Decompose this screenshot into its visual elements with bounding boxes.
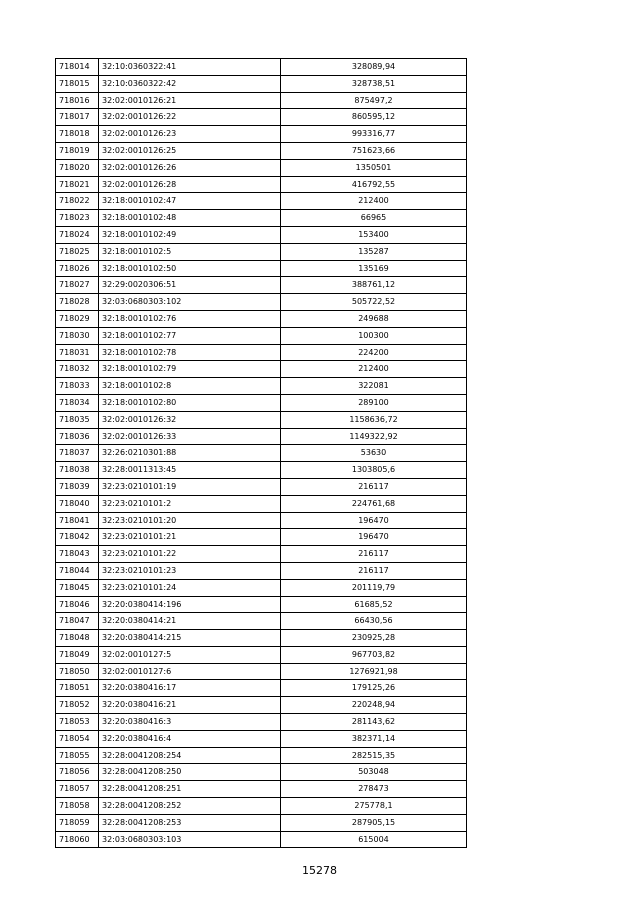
cadastral-number-cell: 32:18:0010102:48 <box>99 210 281 227</box>
table-row <box>56 210 467 227</box>
table-row <box>56 798 467 815</box>
cadastral-value-table <box>55 58 467 848</box>
table-row <box>56 344 467 361</box>
cadastral-value-cell: 328738,51 <box>281 75 467 92</box>
cadastral-number-cell: 32:18:0010102:76 <box>99 310 281 327</box>
table-row <box>56 294 467 311</box>
cadastral-number-cell: 32:02:0010127:6 <box>99 663 281 680</box>
cadastral-value-cell: 224200 <box>281 344 467 361</box>
cadastral-number-cell: 32:02:0010126:26 <box>99 159 281 176</box>
row-id-cell: 718042 <box>56 529 99 546</box>
table-row <box>56 680 467 697</box>
table-row <box>56 75 467 92</box>
cadastral-value-cell: 1276921,98 <box>281 663 467 680</box>
cadastral-value-cell: 967703,82 <box>281 646 467 663</box>
cadastral-number-cell: 32:23:0210101:24 <box>99 579 281 596</box>
table-row <box>56 579 467 596</box>
cadastral-number-cell: 32:02:0010126:21 <box>99 92 281 109</box>
cadastral-number-cell: 32:23:0210101:19 <box>99 478 281 495</box>
table-row <box>56 428 467 445</box>
row-id-cell: 718044 <box>56 562 99 579</box>
cadastral-value-cell: 201119,79 <box>281 579 467 596</box>
table-row <box>56 260 467 277</box>
table-row <box>56 646 467 663</box>
table-row <box>56 126 467 143</box>
cadastral-number-cell: 32:02:0010126:25 <box>99 142 281 159</box>
cadastral-number-cell: 32:20:0380416:17 <box>99 680 281 697</box>
cadastral-value-cell: 216117 <box>281 546 467 563</box>
row-id-cell: 718024 <box>56 226 99 243</box>
cadastral-number-cell: 32:18:0010102:77 <box>99 327 281 344</box>
table-row <box>56 411 467 428</box>
cadastral-value-cell: 282515,35 <box>281 747 467 764</box>
cadastral-value-cell: 505722,52 <box>281 294 467 311</box>
cadastral-number-cell: 32:18:0010102:5 <box>99 243 281 260</box>
row-id-cell: 718032 <box>56 361 99 378</box>
row-id-cell: 718059 <box>56 814 99 831</box>
cadastral-value-cell: 278473 <box>281 781 467 798</box>
cadastral-value-cell: 249688 <box>281 310 467 327</box>
cadastral-value-cell: 196470 <box>281 529 467 546</box>
row-id-cell: 718054 <box>56 730 99 747</box>
cadastral-number-cell: 32:18:0010102:47 <box>99 193 281 210</box>
cadastral-value-cell: 212400 <box>281 361 467 378</box>
cadastral-number-cell: 32:28:0011313:45 <box>99 462 281 479</box>
cadastral-number-cell: 32:18:0010102:80 <box>99 394 281 411</box>
table-row <box>56 478 467 495</box>
table-row <box>56 109 467 126</box>
cadastral-number-cell: 32:20:0380414:21 <box>99 613 281 630</box>
row-id-cell: 718028 <box>56 294 99 311</box>
table-row <box>56 59 467 76</box>
row-id-cell: 718015 <box>56 75 99 92</box>
cadastral-number-cell: 32:02:0010126:33 <box>99 428 281 445</box>
row-id-cell: 718051 <box>56 680 99 697</box>
table-row <box>56 730 467 747</box>
table-row <box>56 327 467 344</box>
page-number: 15278 <box>302 864 337 877</box>
row-id-cell: 718058 <box>56 798 99 815</box>
cadastral-number-cell: 32:02:0010127:5 <box>99 646 281 663</box>
table-row <box>56 193 467 210</box>
cadastral-number-cell: 32:23:0210101:21 <box>99 529 281 546</box>
cadastral-value-cell: 287905,15 <box>281 814 467 831</box>
row-id-cell: 718038 <box>56 462 99 479</box>
cadastral-number-cell: 32:02:0010126:32 <box>99 411 281 428</box>
row-id-cell: 718033 <box>56 378 99 395</box>
cadastral-value-cell: 135169 <box>281 260 467 277</box>
cadastral-value-cell: 212400 <box>281 193 467 210</box>
table-row <box>56 310 467 327</box>
table-row <box>56 226 467 243</box>
cadastral-value-cell: 66430,56 <box>281 613 467 630</box>
row-id-cell: 718036 <box>56 428 99 445</box>
cadastral-number-cell: 32:18:0010102:78 <box>99 344 281 361</box>
table-row <box>56 764 467 781</box>
cadastral-value-cell: 66965 <box>281 210 467 227</box>
row-id-cell: 718050 <box>56 663 99 680</box>
row-id-cell: 718037 <box>56 445 99 462</box>
cadastral-number-cell: 32:20:0380416:21 <box>99 697 281 714</box>
table-row <box>56 277 467 294</box>
row-id-cell: 718034 <box>56 394 99 411</box>
cadastral-number-cell: 32:18:0010102:49 <box>99 226 281 243</box>
row-id-cell: 718029 <box>56 310 99 327</box>
table-row <box>56 613 467 630</box>
table-row <box>56 814 467 831</box>
cadastral-number-cell: 32:20:0380416:4 <box>99 730 281 747</box>
row-id-cell: 718046 <box>56 596 99 613</box>
row-id-cell: 718030 <box>56 327 99 344</box>
table-row <box>56 714 467 731</box>
cadastral-value-cell: 1350501 <box>281 159 467 176</box>
cadastral-value-cell: 220248,94 <box>281 697 467 714</box>
cadastral-value-cell: 196470 <box>281 512 467 529</box>
cadastral-value-cell: 281143,62 <box>281 714 467 731</box>
row-id-cell: 718022 <box>56 193 99 210</box>
cadastral-number-cell: 32:28:0041208:253 <box>99 814 281 831</box>
table-row <box>56 142 467 159</box>
cadastral-value-cell: 388761,12 <box>281 277 467 294</box>
table-row <box>56 159 467 176</box>
row-id-cell: 718018 <box>56 126 99 143</box>
cadastral-number-cell: 32:10:0360322:41 <box>99 59 281 76</box>
row-id-cell: 718016 <box>56 92 99 109</box>
cadastral-value-cell: 216117 <box>281 562 467 579</box>
cadastral-number-cell: 32:23:0210101:22 <box>99 546 281 563</box>
cadastral-value-cell: 100300 <box>281 327 467 344</box>
cadastral-value-cell: 289100 <box>281 394 467 411</box>
table-body <box>56 59 467 848</box>
table-row <box>56 596 467 613</box>
table-row <box>56 378 467 395</box>
row-id-cell: 718048 <box>56 630 99 647</box>
table-row <box>56 394 467 411</box>
cadastral-number-cell: 32:23:0210101:20 <box>99 512 281 529</box>
table-row <box>56 663 467 680</box>
table-row <box>56 176 467 193</box>
row-id-cell: 718057 <box>56 781 99 798</box>
row-id-cell: 718045 <box>56 579 99 596</box>
cadastral-number-cell: 32:29:0020306:51 <box>99 277 281 294</box>
cadastral-value-cell: 61685,52 <box>281 596 467 613</box>
cadastral-number-cell: 32:18:0010102:79 <box>99 361 281 378</box>
cadastral-value-cell: 153400 <box>281 226 467 243</box>
cadastral-number-cell: 32:02:0010126:22 <box>99 109 281 126</box>
row-id-cell: 718020 <box>56 159 99 176</box>
cadastral-value-cell: 322081 <box>281 378 467 395</box>
row-id-cell: 718039 <box>56 478 99 495</box>
row-id-cell: 718056 <box>56 764 99 781</box>
row-id-cell: 718049 <box>56 646 99 663</box>
cadastral-value-cell: 860595,12 <box>281 109 467 126</box>
cadastral-value-cell: 751623,66 <box>281 142 467 159</box>
row-id-cell: 718014 <box>56 59 99 76</box>
row-id-cell: 718031 <box>56 344 99 361</box>
row-id-cell: 718023 <box>56 210 99 227</box>
row-id-cell: 718019 <box>56 142 99 159</box>
table-row <box>56 747 467 764</box>
table-row <box>56 831 467 848</box>
table-row <box>56 562 467 579</box>
row-id-cell: 718053 <box>56 714 99 731</box>
cadastral-value-cell: 382371,14 <box>281 730 467 747</box>
row-id-cell: 718052 <box>56 697 99 714</box>
cadastral-number-cell: 32:20:0380416:3 <box>99 714 281 731</box>
cadastral-value-cell: 179125,26 <box>281 680 467 697</box>
row-id-cell: 718035 <box>56 411 99 428</box>
cadastral-value-cell: 503048 <box>281 764 467 781</box>
cadastral-value-cell: 615004 <box>281 831 467 848</box>
cadastral-value-cell: 328089,94 <box>281 59 467 76</box>
cadastral-value-cell: 216117 <box>281 478 467 495</box>
table-row <box>56 781 467 798</box>
table-row <box>56 445 467 462</box>
table-row <box>56 529 467 546</box>
row-id-cell: 718043 <box>56 546 99 563</box>
cadastral-number-cell: 32:28:0041208:251 <box>99 781 281 798</box>
row-id-cell: 718060 <box>56 831 99 848</box>
table-row <box>56 697 467 714</box>
cadastral-value-cell: 230925,28 <box>281 630 467 647</box>
cadastral-value-cell: 875497,2 <box>281 92 467 109</box>
row-id-cell: 718047 <box>56 613 99 630</box>
cadastral-number-cell: 32:23:0210101:23 <box>99 562 281 579</box>
cadastral-number-cell: 32:02:0010126:23 <box>99 126 281 143</box>
table-row <box>56 361 467 378</box>
row-id-cell: 718017 <box>56 109 99 126</box>
cadastral-number-cell: 32:20:0380414:196 <box>99 596 281 613</box>
cadastral-number-cell: 32:10:0360322:42 <box>99 75 281 92</box>
cadastral-number-cell: 32:28:0041208:250 <box>99 764 281 781</box>
cadastral-number-cell: 32:28:0041208:254 <box>99 747 281 764</box>
row-id-cell: 718021 <box>56 176 99 193</box>
cadastral-number-cell: 32:03:0680303:102 <box>99 294 281 311</box>
cadastral-number-cell: 32:20:0380414:215 <box>99 630 281 647</box>
cadastral-value-cell: 53630 <box>281 445 467 462</box>
table-row <box>56 546 467 563</box>
cadastral-value-cell: 275778,1 <box>281 798 467 815</box>
cadastral-number-cell: 32:18:0010102:50 <box>99 260 281 277</box>
cadastral-value-cell: 993316,77 <box>281 126 467 143</box>
cadastral-value-cell: 1303805,6 <box>281 462 467 479</box>
cadastral-number-cell: 32:02:0010126:28 <box>99 176 281 193</box>
table-row <box>56 512 467 529</box>
row-id-cell: 718055 <box>56 747 99 764</box>
table-row <box>56 92 467 109</box>
row-id-cell: 718025 <box>56 243 99 260</box>
table-row <box>56 630 467 647</box>
table-row <box>56 462 467 479</box>
table-row <box>56 495 467 512</box>
cadastral-number-cell: 32:28:0041208:252 <box>99 798 281 815</box>
row-id-cell: 718041 <box>56 512 99 529</box>
row-id-cell: 718026 <box>56 260 99 277</box>
cadastral-number-cell: 32:03:0680303:103 <box>99 831 281 848</box>
cadastral-value-cell: 224761,68 <box>281 495 467 512</box>
cadastral-value-cell: 416792,55 <box>281 176 467 193</box>
cadastral-number-cell: 32:18:0010102:8 <box>99 378 281 395</box>
cadastral-number-cell: 32:26:0210301:88 <box>99 445 281 462</box>
table-row <box>56 243 467 260</box>
row-id-cell: 718040 <box>56 495 99 512</box>
cadastral-value-cell: 1149322,92 <box>281 428 467 445</box>
row-id-cell: 718027 <box>56 277 99 294</box>
cadastral-number-cell: 32:23:0210101:2 <box>99 495 281 512</box>
cadastral-value-cell: 1158636,72 <box>281 411 467 428</box>
cadastral-value-cell: 135287 <box>281 243 467 260</box>
